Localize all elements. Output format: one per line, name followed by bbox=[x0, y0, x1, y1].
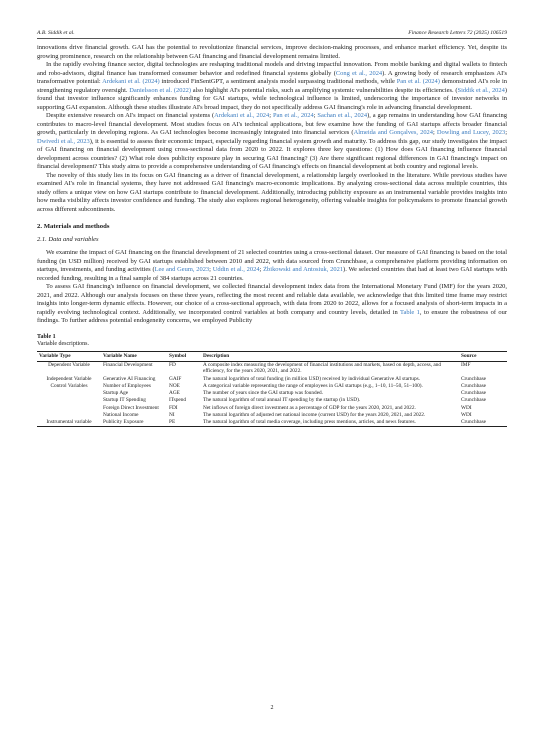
table-cell: Number of Employees bbox=[103, 382, 151, 389]
table-cell bbox=[37, 411, 101, 418]
methods-body bbox=[37, 249, 507, 326]
table-cell: The number of years since the GAI startup was founded. bbox=[203, 390, 324, 397]
table-row bbox=[37, 382, 507, 389]
citation-link[interactable]: Żbikowski and Antosiuk, 2021 bbox=[263, 266, 344, 273]
table-cell: Independent Variable bbox=[46, 375, 92, 382]
table-cell: Net inflows of foreign direct investment as a percentage of GDP for the years 2020, 2021, and 2022. bbox=[203, 404, 416, 411]
table-header-cell: Variable Name bbox=[101, 351, 167, 361]
citation-link[interactable]: Danielsson et al. (2022) bbox=[129, 86, 192, 94]
paragraph-text: ) found that investor influence significantly enhances funding for GAI startups, while technological influence is limited, underscoring the importance of investor networks in supporting GAI expansion. Although these studies illustrate AI's broad impact, they do not specifically address GAI financing's role in advancing financial development. bbox=[37, 86, 507, 111]
paragraph-text: , to ensure the robustness of our findings. To further address potential endogeneity concerns, we employed Publicity bbox=[37, 308, 507, 324]
paragraph-text: also highlight AI's potential risks, such as amplifying systemic vulnerabilities despite its efficiencies. ( bbox=[191, 86, 458, 94]
table-header-cell: Symbol bbox=[167, 351, 201, 361]
table-cell: Crunchbase bbox=[461, 382, 487, 389]
paragraph-text: ; bbox=[505, 129, 507, 136]
table-cell: A composite index measuring the development of financial institutions and markets, based on depth, access, and efficiency, for the years 2020, 2021, and 2022. bbox=[203, 362, 442, 375]
header-journal: Finance Research Letters 72 (2025) 106519 bbox=[408, 30, 507, 36]
table-label: Table 1 bbox=[37, 333, 56, 340]
paragraph-text: ; bbox=[433, 129, 437, 136]
table-cell: The natural logarithm of adjusted net national income (current USD) for the years 2020, 2021, and 2022. bbox=[203, 411, 426, 418]
citation-link[interactable]: Ardekani et al., 2024 bbox=[214, 112, 270, 119]
table-cell: Publicity Exposure bbox=[103, 419, 144, 426]
table-body bbox=[37, 361, 507, 426]
table-cell: The natural logarithm of total media coverage, including press mentions, articles, and news features. bbox=[203, 419, 416, 426]
header-authors: A.B. Siddik et al. bbox=[37, 30, 75, 36]
citation-link[interactable]: Pan et al., 2024 bbox=[272, 112, 314, 119]
citation-link[interactable]: Lee and Geum, 2023 bbox=[154, 266, 210, 273]
table-cell: Startup Age bbox=[103, 390, 129, 397]
paragraph-text: ; bbox=[259, 266, 264, 273]
table-cell: FDI bbox=[169, 404, 178, 411]
table-cell: Financial Development bbox=[103, 362, 153, 369]
paragraph-text: demonstrated AI's role in strengthening regulatory oversight. bbox=[37, 78, 507, 94]
table-row bbox=[37, 404, 507, 411]
table-header-cell: Source bbox=[459, 351, 507, 361]
table-row bbox=[37, 419, 507, 427]
table-cell: The natural logarithm of total annual IT spending by the startup (in USD). bbox=[203, 397, 361, 404]
table-header-cell: Description bbox=[201, 351, 459, 361]
table-cell: Crunchbase bbox=[461, 397, 487, 404]
table-caption-text: Variable descriptions. bbox=[37, 341, 89, 347]
table-row bbox=[37, 375, 507, 382]
intro-body bbox=[37, 44, 507, 214]
citation-link[interactable]: Pan et al. (2024) bbox=[396, 78, 440, 85]
intro-paragraph bbox=[37, 172, 507, 215]
table-cell: Startup IT Spending bbox=[103, 397, 146, 404]
citation-link[interactable]: Uddin et al., 2024 bbox=[212, 266, 260, 273]
table-cell: National Income bbox=[103, 411, 139, 418]
table-cell: GAIF bbox=[169, 375, 182, 382]
table-cell bbox=[37, 390, 101, 397]
intro-paragraph bbox=[37, 112, 507, 172]
citation-link[interactable]: Dowling and Lucey, 2023 bbox=[436, 129, 506, 136]
table-cell: Dependent Variable bbox=[48, 362, 90, 369]
citation-link[interactable]: Dwivedi et al., 2023 bbox=[37, 137, 90, 145]
paragraph-text: ), a gap remains in understanding how GAI financing contributes to macro-level financial development. Most studies focus on AI's technical applications, but few examine how the funding of GAI startups affects broader financial growth, particularly in developing regions. As GAI technologies become increasingly integrated into financial services ( bbox=[37, 112, 507, 136]
paragraph-text: To assess GAI financing's influence on financial development, we collected financial development index data from the International Monetary Fund (IMF) for the years 2020, 2021, and 2022. Although our analysis focuses on these three years, reflecting the most recent and reliable data available, we acknowledge that this limited time frame may restrict insights into longer-term dynamic effects. However, our choice of a cross-sectional approach, with data from 2020 to 2022, allows for a focused analysis of short-term impacts in a rapidly evolving technological context. Additionally, we incorporated control variables at both company and country levels, detailed in bbox=[37, 283, 507, 316]
table-cell: NI bbox=[169, 411, 175, 418]
table-row bbox=[37, 411, 507, 418]
paragraph-text: We examine the impact of GAI financing on the financial development of 21 selected countries using a cross-sectional dataset. Our measure of GAI financing is based on the total funding (in USD million) received by GAI startups established between 2010 and 2022, with data sourced from Crunchbase, a comprehensive platform providing information on startups, investments, and funding activities ( bbox=[37, 249, 507, 273]
table-caption bbox=[37, 334, 507, 349]
table-cell: Control Variables bbox=[50, 382, 88, 389]
table-cell: Crunchbase bbox=[461, 375, 487, 382]
citation-link[interactable]: Table 1 bbox=[400, 308, 420, 316]
running-header bbox=[37, 30, 507, 39]
methods-paragraph bbox=[37, 283, 507, 326]
paragraph-text: The novelty of this study lies in its focus on GAI financing as a driver of financial development, a relationship largely overlooked in the literature. While previous studies have examined AI's role in financial systems, they have not addressed GAI financing's macro-economic implications. By analyzing cross-sectional data across multiple countries, this study offers a unique view on how GAI startups contribute to financial development. Additionally, introducing publicity exposure as an instrumental variable provides insights into how media visibility affects investor confidence and funding. The study also explores regional heterogeneity, offering valuable insights for policymakers to promote financial growth across different subcontinents. bbox=[37, 171, 507, 213]
table-cell: PE bbox=[169, 419, 176, 426]
table-cell: Foreign Direct Investment bbox=[103, 404, 159, 411]
table-cell: NOE bbox=[169, 382, 180, 389]
table-row bbox=[37, 361, 507, 375]
paragraph-text: innovations drive financial growth. GAI has the potential to revolutionize financial services, improve decision-making processes, and enhance market efficiency. Yet, despite its growing prominence, research on the relationship between GAI financing and financial development remains limited. bbox=[37, 44, 507, 60]
table-cell: WDI bbox=[461, 411, 472, 418]
section-heading: 2. Materials and methods bbox=[37, 223, 110, 230]
table-cell: Generative AI Financing bbox=[103, 375, 156, 382]
table-cell: AGE bbox=[169, 390, 180, 397]
paragraph-text: ; bbox=[269, 112, 273, 119]
table-header-cell: Variable Type bbox=[37, 351, 101, 361]
table-cell: IMF bbox=[461, 362, 471, 369]
methods-paragraph bbox=[37, 249, 507, 283]
intro-paragraph bbox=[37, 44, 507, 61]
paragraph-text: In the rapidly evolving finance sector, digital technologies are reshaping traditional models and driving impactful innovation. From mobile banking and digital wallets to fintech and robo-advisors, digital finance has transformed consumer behavior and redefined financial systems globally ( bbox=[37, 61, 507, 77]
paragraph-text: ; bbox=[313, 112, 318, 119]
table-cell: WDI bbox=[461, 404, 472, 411]
table-header-row bbox=[37, 351, 507, 361]
table-row bbox=[37, 397, 507, 404]
citation-link[interactable]: Ardekani et al. (2024) bbox=[102, 78, 160, 85]
table-cell bbox=[37, 404, 101, 411]
paragraph-text: ; bbox=[209, 266, 213, 273]
citation-link[interactable]: Siddik et al., 2024 bbox=[457, 86, 505, 94]
paragraph-text: ), it is essential to assess their economic impact, especially regarding financial system growth and maturity. To address this gap, our study investigates the impact of GAI financing on financial development using cross-sectional data from 2020 to 2022. It explores three key questions: (1) How does GAI financing influence financial development across countries? (2) What role does publicity exposure play in securing GAI financing? (3) Are there significant regional differences in GAI financing's impact on financial development? This study aims to provide a comprehensive understanding of GAI financing's effects on financial development at both country and regional levels. bbox=[37, 137, 507, 170]
table-cell: The natural logarithm of total funding (in million USD) received by individual Generative AI startups. bbox=[203, 375, 420, 382]
table-cell: A categorical variable representing the range of employees in GAI startups (e.g., 1–10, 11–50, 51–100). bbox=[203, 382, 423, 389]
table-cell: FD bbox=[169, 362, 176, 369]
intro-paragraph bbox=[37, 61, 507, 112]
table-cell: Instrumental variable bbox=[46, 419, 92, 426]
table-cell: Crunchbase bbox=[461, 390, 487, 397]
table-cell: Crunchbase bbox=[461, 419, 487, 426]
variable-table bbox=[37, 351, 507, 427]
paragraph-text: Despite extensive research on AI's impact on financial systems ( bbox=[46, 112, 215, 119]
table-cell: ITspend bbox=[169, 397, 186, 404]
table-cell bbox=[37, 397, 101, 404]
subsection-heading: 2.1. Data and variables bbox=[37, 236, 99, 243]
paragraph-text: introduced FinSentGPT, a sentiment analysis model surpassing traditional methods, while bbox=[159, 78, 397, 85]
citation-link[interactable]: Cong et al., 2024 bbox=[335, 69, 383, 77]
table-row bbox=[37, 390, 507, 397]
page-number: 2 bbox=[270, 705, 274, 711]
citation-link[interactable]: Sachan et al., 2024 bbox=[317, 112, 368, 119]
paragraph-text: ). A growing body of research emphasizes AI's transformative potential: bbox=[37, 69, 507, 85]
paragraph-text: ). We selected countries that had at least two GAI startups with recorded funding, resulting in a final sample of 384 startups across 21 countries. bbox=[37, 266, 507, 282]
citation-link[interactable]: Almeida and Gonçalves, 2024 bbox=[353, 129, 433, 136]
